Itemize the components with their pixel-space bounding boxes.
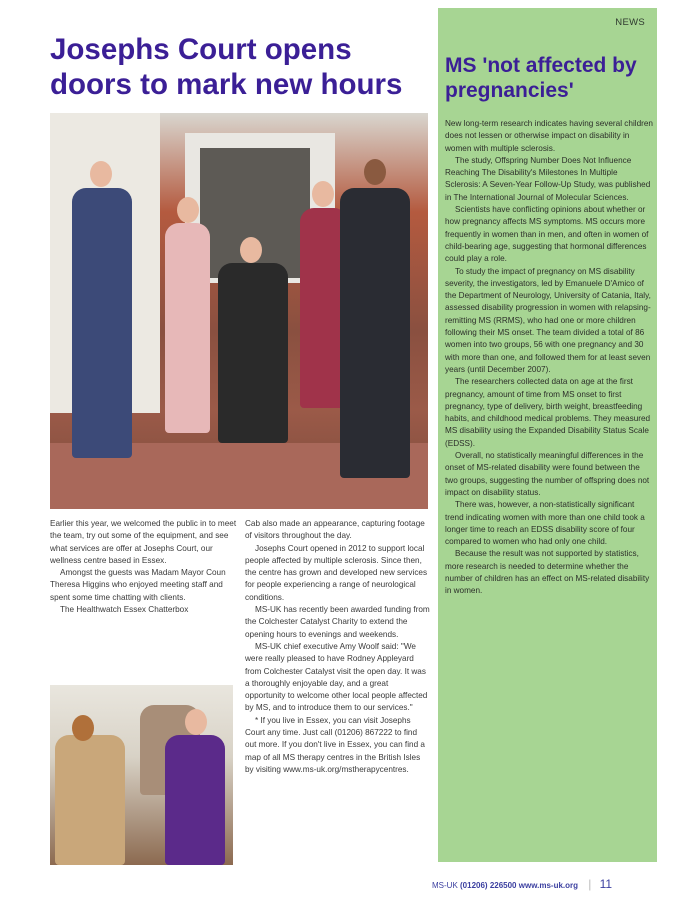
photo-person: [55, 735, 125, 865]
news-sidebar: [438, 8, 657, 862]
paragraph: Overall, no statistically meaningful differences in the onset of MS-related disability were found between the two groups, suggesting the number of offspring does not impact on disability status.: [445, 451, 650, 497]
group-photo: [50, 113, 428, 509]
photo-head: [72, 715, 94, 741]
paragraph: There was, however, a non-statistically significant trend indicating women with more than one child took a longer time to reach an EDSS disability score of four compared to women who had only one child.: [445, 500, 645, 547]
footer-org: MS-UK: [432, 881, 458, 890]
photo-person: [72, 188, 132, 458]
photo-scooter: [218, 263, 288, 443]
article-column-2: [245, 518, 430, 776]
photo-head: [312, 181, 334, 207]
paragraph: New long-term research indicates having several children does not lessen or otherwise impact on disability in women with multiple sclerosis.: [445, 119, 653, 153]
article-column-1: [50, 518, 240, 616]
paragraph: Josephs Court opened in 2012 to support local people affected by multiple sclerosis. Since then, the centre has grown and developed new services for people experiencing a range of neurological conditions.: [245, 543, 428, 602]
paragraph: MS-UK chief executive Amy Woolf said: "We were really pleased to have Rodney Appleyard from Colchester Catalyst visit the open day. It was a thoroughly enjoyable day, and a great opportunity to welcome other local people affected by MS, and to introduce them to our services.": [245, 641, 428, 713]
paragraph: Amongst the guests was Madam Mayor Coun Theresa Higgins who enjoyed meeting staff and spent some time chatting with clients.: [50, 568, 226, 602]
photo-person: [340, 188, 410, 478]
paragraph: The study, Offspring Number Does Not Influence Reaching The Disability's Milestones In Multiple Sclerosis: A Seven-Year Follow-Up Study, was published in The International Journal of Molecular Sciences.: [445, 155, 651, 202]
sidebar-title: MS 'not affected by pregnancies': [445, 54, 637, 102]
paragraph: The Healthwatch Essex Chatterbox: [60, 605, 189, 615]
paragraph: To study the impact of pregnancy on MS disability severity, the investigators, led by Emanuele D'Amico of the Department of Neurology, University of Catania, Italy, assessed disability progression in women with relapsing-remitting MS (RRMS), who had one or more children following their MS onset. The team divided a total of 86 women into two groups, 56 with one pregnancy and 30 with more than one, and followed them for at least seven years (until December 2007).: [445, 266, 651, 374]
photo-head: [90, 161, 112, 187]
sidebar-body: [445, 118, 653, 598]
photo-head: [177, 197, 199, 223]
paragraph: Earlier this year, we welcomed the public in to meet the team, try out some of the equipment, and see what services are offer at Josephs Court, our wellness centre based in Essex.: [50, 519, 237, 565]
article-title: Josephs Court opens doors to mark new hours: [50, 33, 403, 101]
paragraph: Because the result was not supported by statistics, more research is needed to determine whether the number of children has an effect on MS-related disability in women.: [445, 549, 650, 596]
photo-head: [185, 709, 207, 735]
footer-phone: (01206) 226500: [460, 881, 517, 890]
page-footer: [432, 877, 612, 891]
section-label: NEWS: [615, 17, 645, 28]
paragraph: * If you live in Essex, you can visit Josephs Court any time. Just call (01206) 867222 to find out more. If you don't live in Essex, you can find a map of all MS therapy centres in the British Isles by visiting www.ms-uk.org/mstherapycentres.: [245, 715, 425, 774]
centre-photo: [50, 685, 233, 865]
photo-head: [364, 159, 386, 185]
page-number: 11: [599, 877, 613, 891]
footer-url: www.ms-uk.org: [518, 881, 579, 890]
photo-person: [165, 223, 210, 433]
paragraph: Cab also made an appearance, capturing footage of visitors throughout the day.: [245, 519, 425, 541]
paragraph: MS-UK has recently been awarded funding from the Colchester Catalyst Charity to extend the opening hours to evenings and weekends.: [245, 605, 430, 639]
footer-divider: |: [588, 877, 592, 891]
photo-head: [240, 237, 262, 263]
paragraph: Scientists have conflicting opinions about whether or how pregnancy affects MS symptoms. MS occurs more frequently in women than in men, and often in women of child-bearing age, suggesting that hormonal differences could play a role.: [445, 205, 649, 264]
photo-person: [165, 735, 225, 865]
paragraph: The researchers collected data on age at the first pregnancy, amount of time from MS onset to first pregnancy, type of delivery, birth weight, breastfeeding habits, and childhood medical problems. They measured MS disability using the Expanded Disability Status Scale (EDSS).: [445, 377, 651, 448]
